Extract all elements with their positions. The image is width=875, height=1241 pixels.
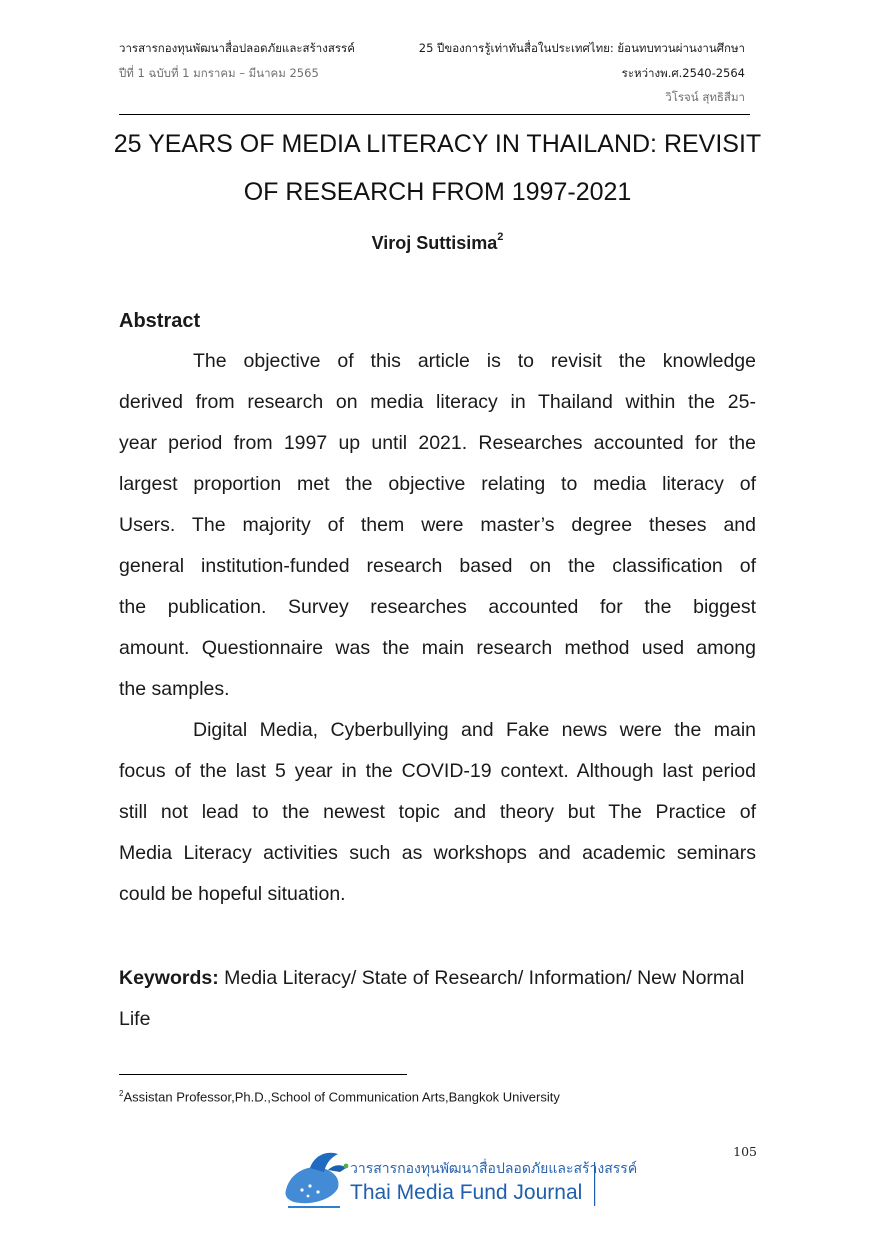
author-thai: วิโรจน์ สุทธิสีมา — [665, 90, 745, 104]
footnote-marker: 2 — [119, 1089, 124, 1098]
page-number: 105 — [733, 1144, 757, 1159]
author-name: Viroj Suttisima — [371, 233, 498, 253]
issue-info: ปีที่ 1 ฉบับที่ 1 มกราคม – มีนาคม 2565 — [119, 66, 319, 80]
article-title-line-2: OF RESEARCH FROM 1997-2021 — [243, 178, 632, 206]
abstract-paragraph-1 — [119, 341, 756, 710]
footnote — [119, 1085, 560, 1106]
journal-name: วารสารกองทุนพัฒนาสื่อปลอดภัยและสร้างสรรค์ — [119, 41, 355, 55]
article-title-line-1: 25 YEARS OF MEDIA LITERACY IN THAILAND: REVISIT — [113, 130, 762, 158]
logo-english-text: Thai Media Fund Journal — [350, 1181, 583, 1204]
article-title-thai: 25 ปีของการรู้เท่าทันสื่อในประเทศไทย: ย้อนทบทวนผ่านงานศึกษา — [418, 41, 745, 55]
text-line: year period from 1997 up until 2021. Researches accounted for the — [119, 432, 756, 454]
text-line: could be hopeful situation. — [119, 883, 346, 905]
keywords-list: Media Literacy/ State of Research/ Information/ New Normal Life — [119, 967, 745, 1030]
text-line: Media Literacy activities such as workshops and academic seminars — [119, 842, 756, 864]
text-line: the publication. Survey researches accounted for the biggest — [119, 596, 756, 618]
text-line: Users. The majority of them were master’s degree theses and — [119, 514, 756, 536]
abstract-heading: Abstract — [119, 310, 201, 332]
article-title-thai-years: ระหว่างพ.ศ.2540-2564 — [621, 66, 745, 80]
text-line: largest proportion met the objective relating to media literacy of — [119, 473, 756, 495]
text-line: Digital Media, Cyberbullying and Fake news were the main — [193, 719, 756, 741]
text-line: general institution-funded research based on the classification of — [119, 555, 756, 577]
text-line: derived from research on media literacy in Thailand within the 25- — [119, 391, 756, 413]
text-line: amount. Questionnaire was the main research method used among — [119, 637, 756, 659]
text-line: focus of the last 5 year in the COVID-19 context. Although last period — [119, 760, 756, 782]
logo-thai-text: วารสารกองทุนพัฒนาสื่อปลอดภัยและสร้างสรรค์ — [350, 1161, 638, 1177]
author-line — [0, 225, 875, 257]
header-rule — [119, 114, 750, 115]
footnote-divider — [119, 1074, 407, 1075]
text-line: the samples. — [119, 678, 230, 700]
abstract-paragraph-2 — [119, 710, 756, 915]
keywords — [119, 958, 759, 1040]
text-line: still not lead to the newest topic and theory but The Practice of — [119, 801, 756, 823]
author-footnote-marker: 2 — [497, 231, 504, 243]
text-line: The objective of this article is to revisit the knowledge — [193, 350, 756, 372]
keywords-label: Keywords: — [119, 967, 219, 989]
footnote-text: Assistan Professor,Ph.D.,School of Communication Arts,Bangkok University — [123, 1089, 560, 1105]
